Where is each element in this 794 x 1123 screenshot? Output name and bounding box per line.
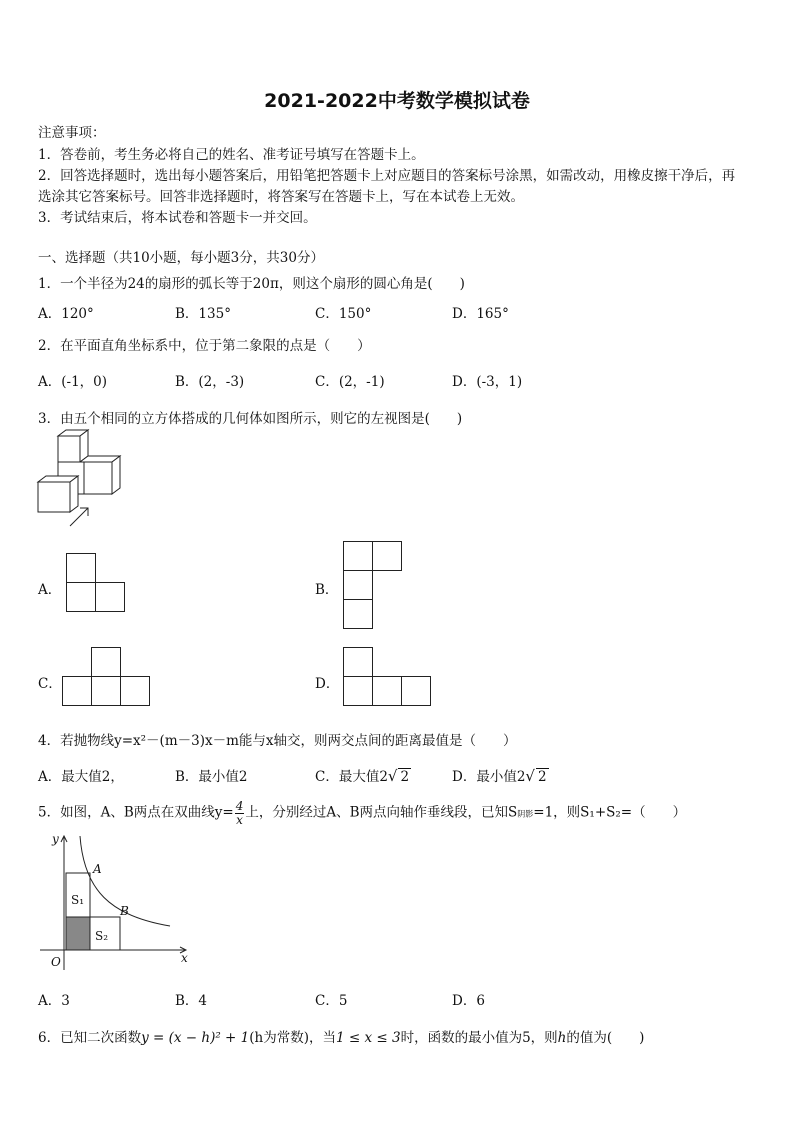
q4-option-b: B．最小值2 — [175, 769, 248, 785]
q4-stem: 4．若抛物线y=x²－(m－3)x－m能与x轴交，则两交点间的距离最值是（ ） — [38, 733, 517, 749]
q6-stem-part-a: 6．已知二次函数 — [38, 1030, 142, 1046]
q5-stem-part-b: 上，分别经过A、B两点向轴作垂线段，已知S — [245, 804, 518, 821]
q3-stem: 3．由五个相同的立方体搭成的几何体如图所示，则它的左视图是( ) — [38, 411, 463, 427]
q3-option-c-figure — [62, 647, 154, 709]
q4-option-c: C．最大值2√ 2 — [315, 767, 410, 785]
q4-option-c-text: C．最大值2 — [315, 769, 388, 785]
q2-stem: 2．在平面直角坐标系中，位于第二象限的点是（ ） — [38, 338, 371, 354]
q1-option-d: D．165° — [452, 306, 509, 322]
q6-constant-note: (h为常数) — [249, 1030, 309, 1046]
q3-solid-figure — [30, 428, 130, 532]
q3-option-d: D． — [315, 676, 340, 692]
q6-function: y = (x − h)² + 1 — [141, 1030, 250, 1046]
q5-fraction-numerator: 4 — [235, 799, 244, 813]
notice-item-2-cont: 选涂其它答案标号。回答非选择题时，将答案写在答题卡上，写在本试卷上无效。 — [38, 189, 524, 205]
q5-stem — [38, 800, 686, 826]
q2-option-b: B．(2，-3) — [175, 374, 245, 390]
q1-option-c: C．150° — [315, 306, 372, 322]
section-heading: 一、选择题（共10小题，每小题3分，共30分） — [38, 250, 324, 266]
q1-option-a: A．120° — [38, 306, 94, 322]
q5-y-axis-label: y — [52, 832, 59, 846]
page-title: 2021-2022中考数学模拟试卷 — [264, 90, 530, 112]
q2-option-a: A．(-1，0) — [38, 374, 108, 390]
q5-option-c: C．5 — [315, 993, 348, 1009]
notice-heading: 注意事项： — [38, 125, 106, 141]
notice-item-3: 3．考试结束后，将本试卷和答题卡一并交回。 — [38, 210, 317, 226]
q5-option-d: D．6 — [452, 993, 485, 1009]
q4-option-a: A．最大值2， — [38, 769, 124, 785]
q6-stem-part-d: 的值为( ) — [566, 1030, 645, 1046]
q5-point-b-label: B — [120, 904, 129, 918]
q5-shade-subscript: 阴影 — [517, 809, 534, 819]
q3-option-a: A． — [38, 582, 62, 598]
q4-option-d-text: D．最小值2 — [452, 769, 526, 785]
q2-option-d: D．(-3，1) — [452, 374, 523, 390]
q5-option-b: B．4 — [175, 993, 208, 1009]
q5-stem-part-c: =1，则S₁+S₂=（ ） — [533, 804, 687, 821]
q5-s2-label: S₂ — [95, 929, 109, 943]
q5-x-axis-label: x — [181, 951, 188, 965]
q4-option-c-radicand: 2 — [400, 769, 410, 785]
q5-stem-part-a: 5．如图，A、B两点在双曲线y= — [38, 804, 234, 821]
q6-stem — [38, 1026, 644, 1046]
q3-option-c: C． — [38, 676, 62, 692]
q6-range: 1 ≤ x ≤ 3 — [335, 1030, 401, 1046]
q5-option-a: A．3 — [38, 993, 70, 1009]
q5-origin-label: O — [51, 955, 61, 969]
q6-stem-part-c: 时，函数的最小值为5，则 — [400, 1030, 558, 1046]
q4-option-d: D．最小值2√ 2 — [452, 767, 547, 785]
q6-h-symbol: h — [557, 1030, 567, 1046]
notice-item-2: 2．回答选择题时，选出每小题答案后，用铅笔把答题卡上对应题目的答案标号涂黑，如需改动，用橡皮擦干净后，再 — [38, 168, 736, 184]
q3-option-d-figure — [343, 647, 435, 709]
q2-option-c: C．(2，-1) — [315, 374, 385, 390]
q4-option-d-radicand: 2 — [537, 769, 547, 785]
q5-fraction-denominator: x — [236, 813, 243, 827]
q5-fraction — [235, 800, 245, 826]
q5-s1-label: S₁ — [71, 893, 85, 907]
q3-option-b: B． — [315, 582, 339, 598]
q1-option-b: B．135° — [175, 306, 231, 322]
q1-stem: 1．一个半径为24的扇形的弧长等于20π，则这个扇形的圆心角是( ) — [38, 276, 465, 292]
q3-option-a-figure — [66, 553, 128, 615]
q5-hyperbola-figure — [40, 830, 200, 970]
q6-stem-part-b: ，当 — [308, 1030, 336, 1046]
notice-item-1: 1．答卷前，考生务必将自己的姓名、准考证号填写在答题卡上。 — [38, 147, 425, 163]
q3-option-b-figure — [343, 541, 405, 633]
q5-point-a-label: A — [93, 862, 102, 876]
